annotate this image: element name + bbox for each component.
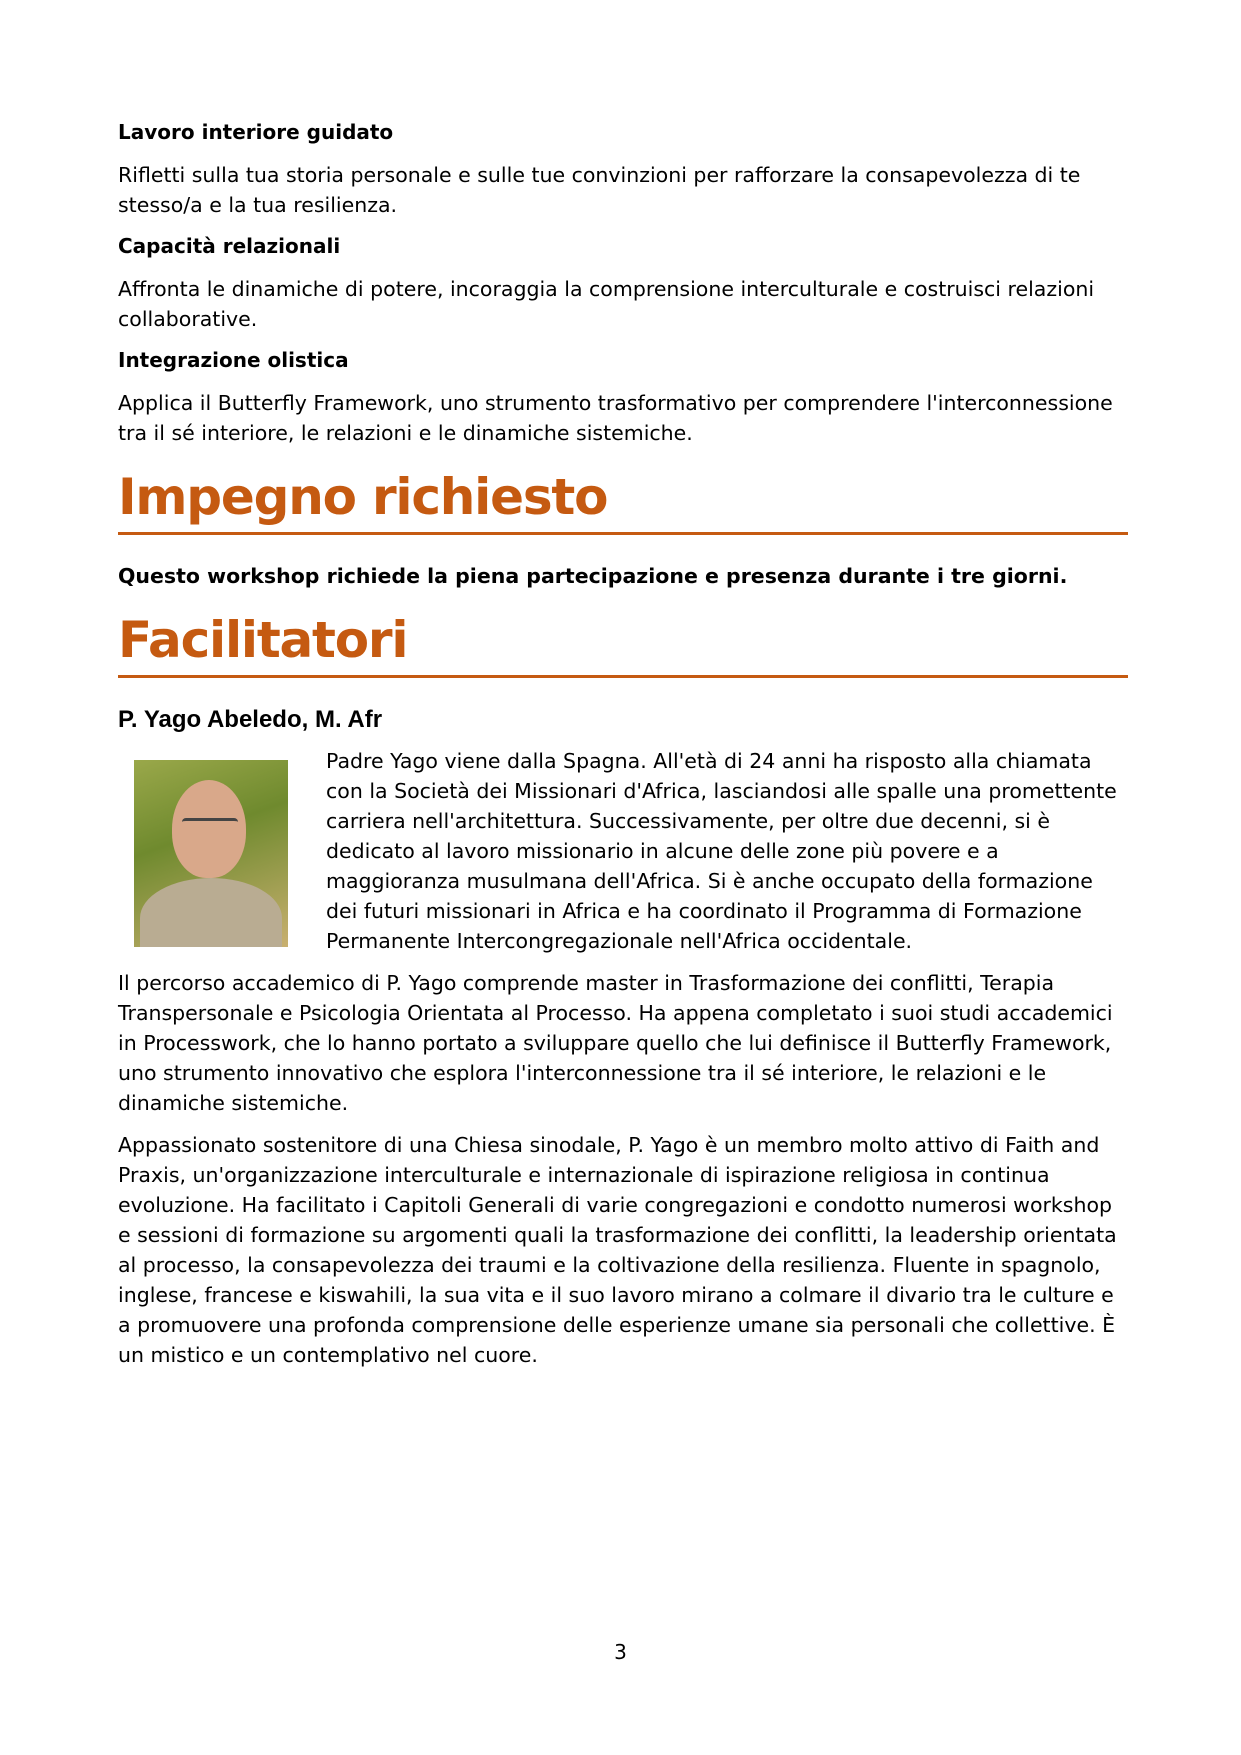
commitment-heading: Impegno richiesto	[118, 466, 1128, 535]
facilitator-name: P. Yago Abeledo, M. Afr	[118, 706, 383, 733]
bio-paragraph-2: Il percorso accademico di P. Yago comprende master in Trasformazione dei conflitti, Terapia Transpersonale e Psicologia Orientata al Processo. Ha appena completato i suoi studi accademici in Processwork, che lo hanno portato a sviluppare quello che lui definisce il Butterfly Framework, uno strumento innovativo che esplora l'interconnessione tra il sé interiore, le relazioni e le dinamiche sistemiche.	[118, 971, 1113, 1115]
section-text: Rifletti sulla tua storia personale e sulle tue convinzioni per rafforzare la consapevolezza di te stesso/a e la tua resilienza.	[118, 163, 1081, 217]
section-title: Lavoro interiore guidato	[118, 120, 394, 144]
bio-paragraph-1: Padre Yago viene dalla Spagna. All'età di 24 anni ha risposto alla chiamata con la Società dei Missionari d'Africa, lasciandosi alle spalle una promettente carriera nell'architettura. Successivamente, per oltre due decenni, si è dedicato al lavoro missionario in alcune delle zone più povere e a maggioranza musulmana dell'Africa. Si è anche occupato della formazione dei futuri missionari in Africa e ha coordinato il Programma di Formazione Permanente Intercongregazionale nell'Africa occidentale.	[326, 749, 1117, 953]
page-number: 3	[614, 1640, 627, 1664]
section-title: Integrazione olistica	[118, 348, 349, 372]
section-text: Applica il Butterfly Framework, uno strumento trasformativo per comprendere l'interconnessione tra il sé interiore, le relazioni e le dinamiche sistemiche.	[118, 391, 1113, 445]
section-title: Capacità relazionali	[118, 234, 341, 258]
intro-section-3	[118, 346, 1128, 448]
section-text: Affronta le dinamiche di potere, incoraggia la comprensione interculturale e costruisci relazioni collaborative.	[118, 277, 1095, 331]
facilitator-photo	[134, 760, 288, 947]
photo-glasses	[182, 818, 238, 833]
intro-section-1	[118, 118, 1128, 220]
photo-shoulders	[140, 878, 282, 947]
facilitators-heading-block	[118, 609, 1128, 678]
page-content	[118, 118, 1128, 1382]
facilitators-heading: Facilitatori	[118, 609, 1128, 678]
intro-section-2	[118, 232, 1128, 334]
commitment-text: Questo workshop richiede la piena partecipazione e presenza durante i tre giorni.	[118, 564, 1068, 588]
bio-paragraph-3: Appassionato sostenitore di una Chiesa sinodale, P. Yago è un membro molto attivo di Faith and Praxis, un'organizzazione interculturale e internazionale di ispirazione religiosa in continua evoluzione. Ha facilitato i Capitoli Generali di varie congregazioni e condotto numerosi workshop e sessioni di formazione su argomenti quali la trasformazione dei conflitti, la leadership orientata al processo, la consapevolezza dei traumi e la coltivazione della resilienza. Fluente in spagnolo, inglese, francese e kiswahili, la sua vita e il suo lavoro mirano a colmare il divario tra le culture e a promuovere una profonda comprensione delle esperienze umane sia personali che collettive. È un mistico e un contemplativo nel cuore.	[118, 1133, 1117, 1367]
commitment-heading-block	[118, 466, 1128, 535]
